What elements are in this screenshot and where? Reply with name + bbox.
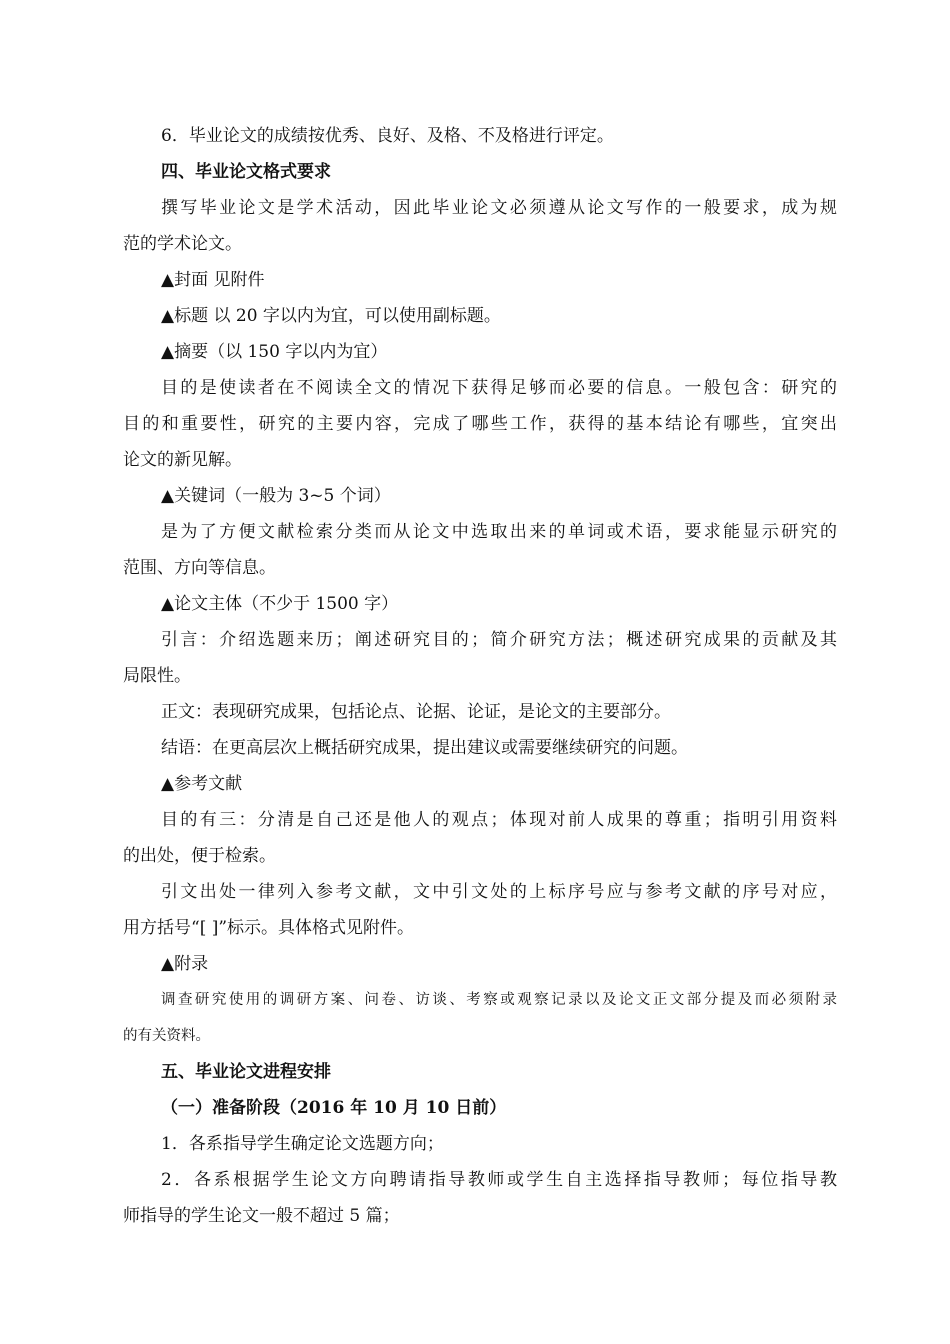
paragraph-line: 的出处，便于检索。 xyxy=(123,846,276,866)
paragraph-line: 局限性。 xyxy=(123,666,191,686)
paragraph-line: 正文：表现研究成果，包括论点、论据、论证，是论文的主要部分。 xyxy=(161,702,671,722)
section-4-heading: 四、毕业论文格式要求 xyxy=(161,162,331,182)
paragraph-line: 论文的新见解。 xyxy=(123,450,242,470)
paragraph-line: 调查研究使用的调研方案、问卷、访谈、考察或观察记录以及论文正文部分提及而必须附录 xyxy=(161,992,837,1008)
item-references: ▲参考文献 xyxy=(161,774,243,794)
subsection-1-heading: （一）准备阶段（2016 年 10 月 10 日前） xyxy=(161,1098,507,1118)
paragraph-line: 的有关资料。 xyxy=(123,1028,210,1044)
item-6-grading: 6．毕业论文的成绩按优秀、良好、及格、不及格进行评定。 xyxy=(161,126,614,146)
item-title: ▲标题 以 20 字以内为宜，可以使用副标题。 xyxy=(161,306,501,326)
paragraph-line: 目的有三：分清是自己还是他人的观点；体现对前人成果的尊重；指明引用资料 xyxy=(161,810,837,830)
paragraph-line: 范围、方向等信息。 xyxy=(123,558,276,578)
item-body: ▲论文主体（不少于 1500 字） xyxy=(161,594,399,614)
section-5-heading: 五、毕业论文进程安排 xyxy=(161,1062,331,1082)
paragraph-line: 引文出处一律列入参考文献，文中引文处的上标序号应与参考文献的序号对应， xyxy=(161,882,837,902)
paragraph-line: 用方括号“[ ]”标示。具体格式见附件。 xyxy=(123,918,415,938)
paragraph-line: 范的学术论文。 xyxy=(123,234,242,254)
paragraph-line: 目的和重要性，研究的主要内容，完成了哪些工作，获得的基本结论有哪些，宜突出 xyxy=(123,414,837,434)
paragraph-line: 结语：在更高层次上概括研究成果，提出建议或需要继续研究的问题。 xyxy=(161,738,688,758)
paragraph-line: 是为了方便文献检索分类而从论文中选取出来的单词或术语，要求能显示研究的 xyxy=(161,522,837,542)
item-abstract: ▲摘要（以 150 字以内为宜） xyxy=(161,342,388,362)
paragraph-line: 目的是使读者在不阅读全文的情况下获得足够而必要的信息。一般包含：研究的 xyxy=(161,378,837,398)
item-keywords: ▲关键词（一般为 3~5 个词） xyxy=(161,486,391,506)
paragraph-line: 撰写毕业论文是学术活动，因此毕业论文必须遵从论文写作的一般要求，成为规 xyxy=(161,198,837,218)
paragraph-line: 引言：介绍选题来历；阐述研究目的；简介研究方法；概述研究成果的贡献及其 xyxy=(161,630,837,650)
list-item: 1．各系指导学生确定论文选题方向； xyxy=(161,1134,444,1154)
list-item: 2．各系根据学生论文方向聘请指导教师或学生自主选择指导教师；每位指导教 xyxy=(161,1170,837,1190)
paragraph-line: 师指导的学生论文一般不超过 5 篇； xyxy=(123,1206,400,1226)
item-appendix: ▲附录 xyxy=(161,954,209,974)
item-cover: ▲封面 见附件 xyxy=(161,270,265,290)
